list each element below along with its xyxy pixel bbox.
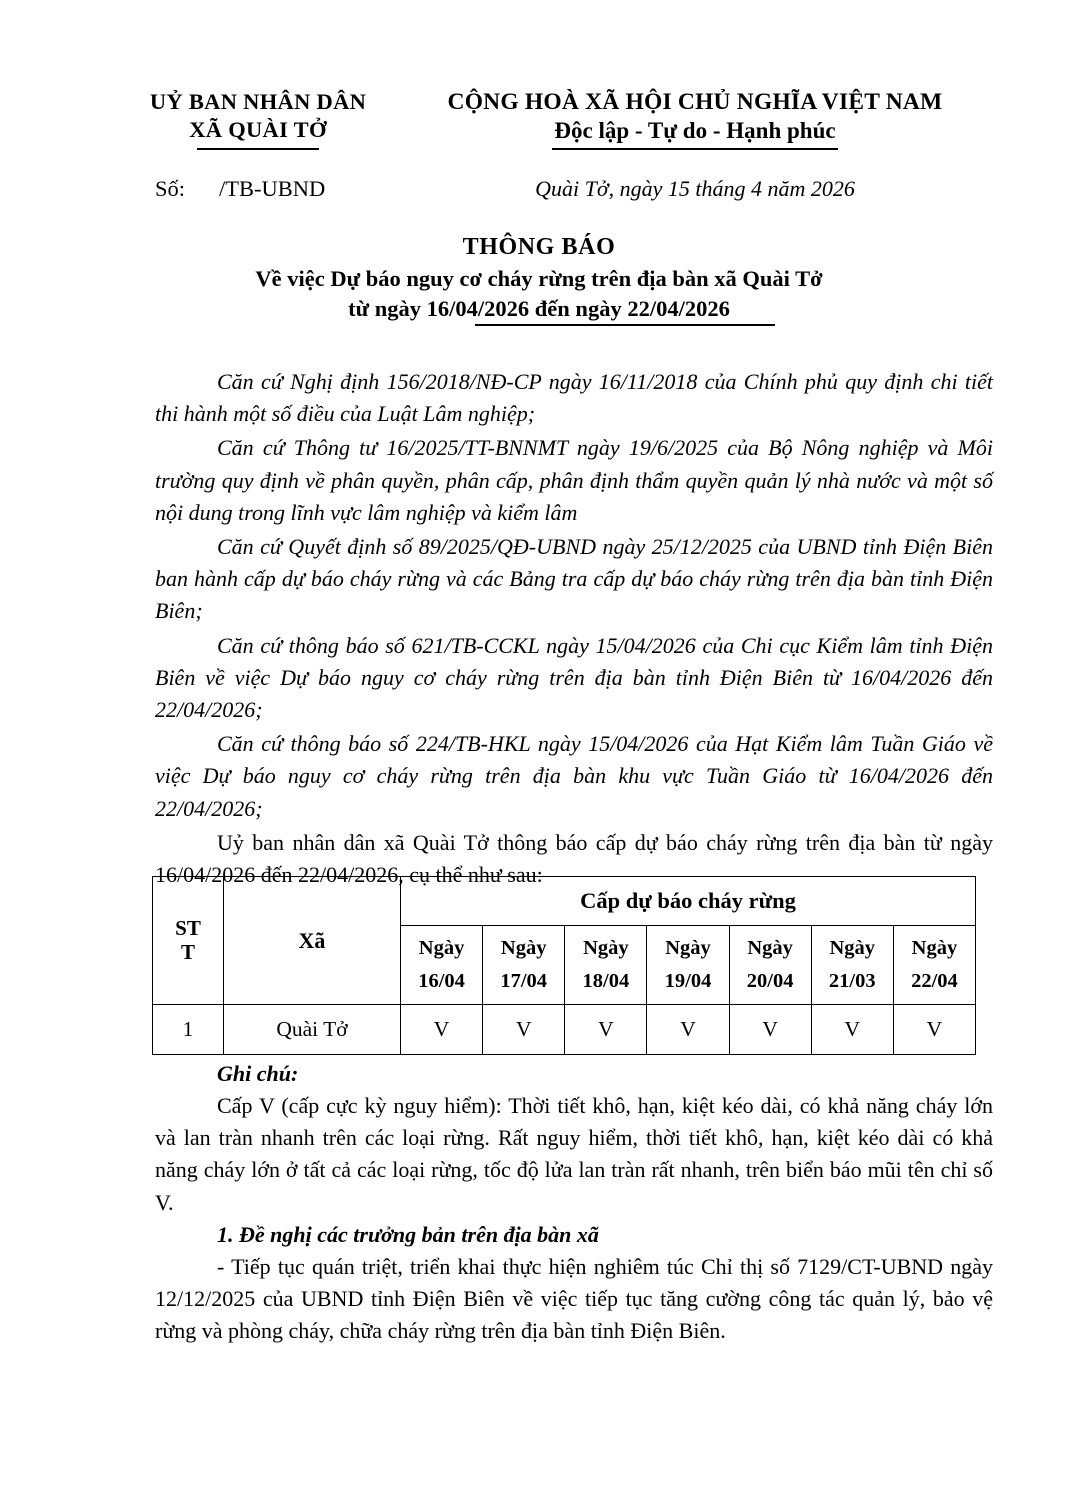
day-word-6: Ngày: [829, 936, 876, 959]
day-word-7: Ngày: [911, 936, 958, 959]
document-subject-line1: Về việc Dự báo nguy cơ cháy rừng trên địa bàn xã Quài Tở: [255, 265, 823, 291]
day-date-5: 20/04: [746, 970, 794, 992]
cell-row-number: 1: [153, 1005, 224, 1055]
document-subject-line2-wrap: [348, 294, 730, 325]
column-header-day-7: [893, 926, 975, 1005]
document-body: [155, 366, 993, 891]
fire-forecast-table: [152, 876, 976, 1055]
title-block: [139, 232, 939, 325]
issuing-authority-rule: [197, 148, 319, 150]
section-1-heading: 1. Đề nghị các trưởng bản trên địa bàn xã: [217, 1221, 599, 1247]
paragraph-announcement: Uỷ ban nhân dân xã Quài Tở thông báo cấp dự báo cháy rừng trên địa bàn từ ngày 16/04/2026 đến 22/04/2026, cụ thể như sau:: [155, 829, 993, 888]
paragraph-legal-basis-1: Căn cứ Nghị định 156/2018/NĐ-CP ngày 16/11/2018 của Chính phủ quy định chi tiết thi hành một số điều của Luật Lâm nghiệp;: [155, 369, 993, 427]
cell-level-day-3: V: [565, 1005, 647, 1055]
place-and-date: Quài Tở, ngày 15 tháng 4 năm 2026: [535, 176, 855, 201]
forecast-table-wrapper: [152, 876, 976, 1055]
column-header-day-3: [565, 926, 647, 1005]
day-word-2: Ngày: [500, 936, 547, 959]
cell-commune-name: Quài Tở: [224, 1005, 401, 1055]
paragraph-legal-basis-5: Căn cứ thông báo số 224/TB-HKL ngày 15/04/2026 của Hạt Kiểm lâm Tuần Giáo về việc Dự báo nguy cơ cháy rừng trên địa bàn khu vực Tuần Giáo từ 16/04/2026 đến 22/04/2026;: [155, 731, 993, 821]
document-subject-line2: từ ngày 16/04/2026 đến ngày 22/04/2026: [348, 296, 730, 322]
notes-body: Cấp V (cấp cực kỳ nguy hiểm): Thời tiết khô, hạn, kiệt kéo dài, có khả năng cháy lớn và lan tràn nhanh trên các loại rừng. Rất nguy hiểm, thời tiết khô, hạn, kiệt kéo dài có khả năng cháy lớn ở tất cả các loại rừng, tốc độ lửa lan tràn rất nhanh, trên biển báo mũi tên chỉ số V.: [155, 1093, 993, 1215]
column-header-day-4: [647, 926, 729, 1005]
day-date-2: 17/04: [500, 970, 548, 992]
document-subject-underline: [475, 324, 775, 326]
column-header-commune: Xã: [224, 877, 401, 1005]
national-heading-block: [430, 88, 960, 150]
issuing-authority-line2: XÃ QUÀI TỞ: [189, 117, 327, 143]
cell-level-day-2: V: [483, 1005, 565, 1055]
cell-level-day-6: V: [811, 1005, 893, 1055]
cell-level-day-7: V: [893, 1005, 975, 1055]
day-date-3: 18/04: [582, 970, 630, 992]
column-header-stt-line1: ST: [175, 915, 201, 940]
day-word-3: Ngày: [583, 936, 629, 959]
paragraph-legal-basis-4: Căn cứ thông báo số 621/TB-CCKL ngày 15/04/2026 của Chi cục Kiểm lâm tỉnh Điện Biên về việc Dự báo nguy cơ cháy rừng trên địa bàn tỉnh Điện Biên từ 16/04/2026 đến 22/04/2026;: [155, 632, 993, 723]
cell-level-day-5: V: [729, 1005, 811, 1055]
paragraph-legal-basis-3: Căn cứ Quyết định số 89/2025/QĐ-UBND ngày 25/12/2025 của UBND tỉnh Điện Biên ban hành cấp dự báo cháy rừng và các Bảng tra cấp dự báo cháy rừng trên địa bàn tỉnh Điện Biên;: [155, 534, 993, 624]
notes-section: [155, 1058, 993, 1348]
column-header-day-6: [811, 926, 893, 1005]
table-header-row-1: [153, 877, 976, 926]
day-word-4: Ngày: [665, 936, 711, 959]
column-header-forecast-group: Cấp dự báo cháy rừng: [401, 877, 976, 926]
national-motto-rule: [552, 148, 838, 150]
document-number-value: /TB-UBND: [219, 176, 326, 201]
section-1-body: - Tiếp tục quán triệt, triển khai thực hiện nghiêm túc Chỉ thị số 7129/CT-UBND ngày 12/12/2025 của UBND tỉnh Điện Biên về việc tiếp tục tăng cường công tác quản lý, bảo vệ rừng và phòng cháy, chữa cháy rừng trên địa bàn tỉnh Điện Biên.: [155, 1254, 993, 1344]
column-header-day-2: [483, 926, 565, 1005]
paragraph-legal-basis-2: Căn cứ Thông tư 16/2025/TT-BNNMT ngày 19/6/2025 của Bộ Nông nghiệp và Môi trường quy định về phân quyền, phân cấp, phân định thẩm quyền quản lý nhà nước và một số nội dung trong lĩnh vực lâm nghiệp và kiểm lâm: [155, 435, 993, 525]
national-name: CỘNG HOÀ XÃ HỘI CHỦ NGHĨA VIỆT NAM: [447, 89, 943, 115]
cell-level-day-1: V: [401, 1005, 483, 1055]
day-date-7: 22/04: [911, 970, 958, 992]
issuing-authority-block: [108, 88, 408, 150]
day-date-6: 21/03: [828, 970, 876, 992]
document-type-title: THÔNG BÁO: [462, 234, 616, 260]
day-date-1: 16/04: [418, 970, 465, 992]
day-date-4: 19/04: [664, 970, 712, 992]
document-number-line: [155, 176, 325, 202]
national-motto: Độc lập - Tự do - Hạnh phúc: [554, 117, 836, 143]
column-header-stt: [153, 877, 224, 1005]
column-header-day-1: [401, 926, 483, 1005]
day-word-1: Ngày: [418, 936, 465, 959]
table-row: [153, 1005, 976, 1055]
day-word-5: Ngày: [747, 936, 793, 959]
issuing-authority-line1: UỶ BAN NHÂN DÂN: [149, 89, 367, 114]
cell-level-day-4: V: [647, 1005, 729, 1055]
notes-heading: Ghi chú:: [217, 1061, 299, 1086]
column-header-stt-line2: T: [180, 939, 195, 964]
document-number-label: Số:: [155, 176, 186, 201]
column-header-day-5: [729, 926, 811, 1005]
